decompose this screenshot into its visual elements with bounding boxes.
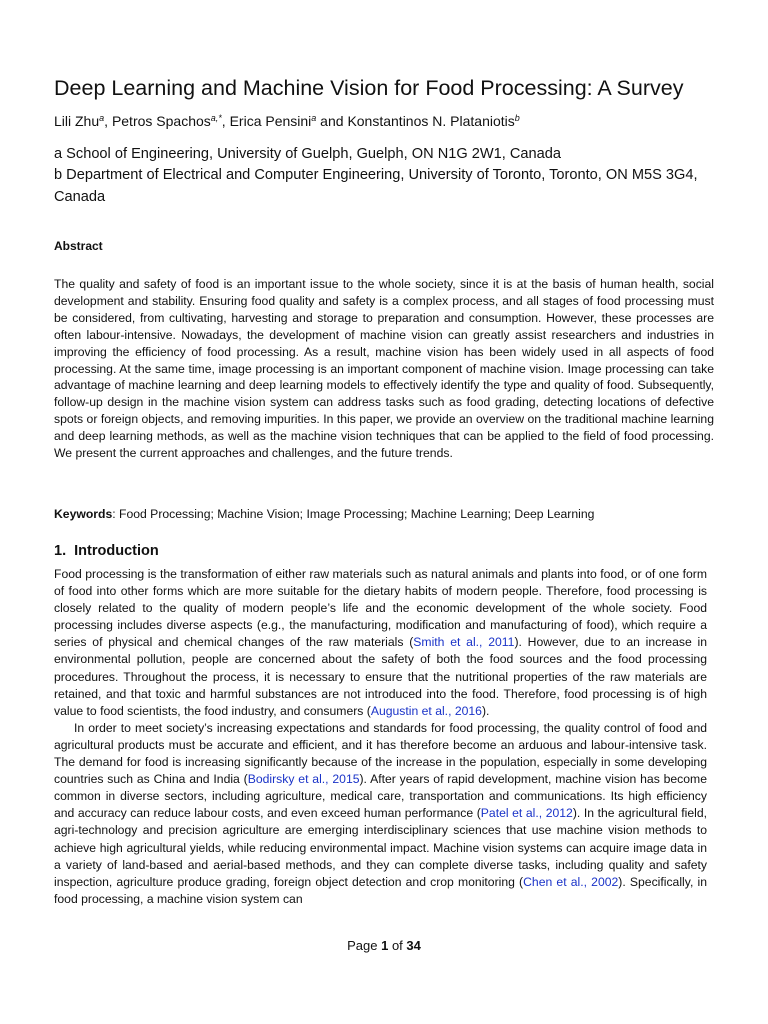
citation-link[interactable]: Augustin et al., 2016: [370, 703, 482, 718]
citation-link[interactable]: Smith et al., 2011: [413, 635, 515, 650]
paper-title: Deep Learning and Machine Vision for Food Processing: A Survey: [54, 76, 684, 100]
author-affiliation-mark: b: [514, 113, 520, 123]
author-affiliation-mark: a: [99, 113, 105, 123]
current-page-number: 1: [381, 938, 389, 953]
citation-link[interactable]: Chen et al., 2002: [523, 874, 619, 889]
author: Petros Spachos$^{a,*}$,: [111, 113, 230, 129]
citation-link[interactable]: Patel et al., 2012: [480, 806, 573, 821]
abstract-heading: Abstract: [54, 239, 103, 253]
keywords-list: : Food Processing; Machine Vision; Image Processing; Machine Learning; Deep Learning: [112, 507, 595, 521]
affiliation-a: a School of Engineering, University of Guelph, Guelph, ON N1G 2W1, Canada: [54, 146, 561, 162]
author-list: [54, 111, 520, 131]
abstract-text: The quality and safety of food is an important issue to the whole society, since it is at the basis of human health, social development and stability. Ensuring food quality and safety is a complex process, and all stages of food processing must be considered, from cultivating, harvesting and storage to preparation and consumption. However, these processes are often labour-intensive. Nowadays, the development of machine vision can greatly assist researchers and industries in improving the efficiency of food processing. As a result, machine vision has been widely used in all aspects of food processing. At the same time, image processing is an important component of machine vision. Image processing can take advantage of machine learning and deep learning models to effectively identify the type and quality of food. Subsequently, follow-up design in the machine vision system can address tasks such as food grading, detecting locations of defective spots or foreign objects, and removing impurities. In this paper, we provide an overview on the traditional machine learning and deep learning methods, as well as the machine vision techniques that can be applied to the field of food processing. We present the current approaches and challenges, and the future trends.: [54, 277, 714, 461]
author: Lili Zhu$^a$,: [54, 113, 112, 129]
page-footer: Page 1 of 34: [347, 938, 421, 953]
section-title: Introduction: [74, 543, 159, 559]
keywords-line: [54, 506, 594, 523]
affiliation-b: b Department of Electrical and Computer Engineering, University of Toronto, Toronto, ON M5S 3G4, Canada: [54, 167, 698, 205]
author: Erica Pensini$^a$ and: [229, 113, 348, 129]
author: Konstantinos N. Plataniotis$^b$: [347, 113, 520, 129]
keywords-label: Keywords: [54, 507, 113, 521]
section-heading: [54, 543, 159, 559]
introduction-body: [54, 566, 707, 908]
citation-link[interactable]: Bodirsky et al., 2015: [247, 772, 360, 787]
author-affiliation-mark: a: [311, 113, 317, 123]
paragraph: In order to meet society’s increasing expectations and standards for food processing, the quality control of food and agricultural products must be accurate and efficient, and it has therefore become an arduous and labour-intensive task. The demand for food is increasing significantly because of the increase in the population, especially in some developing countries such as China and India (Bodirsky et al., 2015). After years of rapid development, machine vision has become common in diverse sectors, including agriculture, medical care, transportation and communications. Its high efficiency and accuracy can reduce labour costs, and even exceed human performance (Patel et al., 2012). In the agricultural field, agri-technology and precision agriculture are emerging interdisciplinary sciences that use machine vision methods to achieve high agricultural yields, while reducing environmental impact. Machine vision systems can acquire image data in a variety of land-based and aerial-based methods, and they can complete diverse tasks, including quality and safety inspection, agriculture produce grading, foreign object detection and crop monitoring (Chen et al., 2002). Specifically, in food processing, a machine vision system can: [54, 720, 708, 906]
author-affiliation-mark: a,*: [210, 113, 222, 123]
section-number: 1.: [54, 543, 67, 559]
paragraph: Food processing is the transformation of either raw materials such as natural animals and plants into food, or of one form of food into other forms which are more suitable for the dietary habits of modern people. Therefore, food processing is closely related to the quality of modern people’s life and the economic development of the whole society. Food processing includes diverse aspects (e.g., the manufacturing, modification and manufacturing of food), which require a series of physical and chemical changes of the raw materials (Smith et al., 2011). However, due to an increase in environmental pollution, people are concerned about the safety of both the food sources and the food processing procedures. Throughout the process, it is necessary to ensure that the nutritional properties of the raw materials are retained, and that toxic and harmful substances are not introduced into the food. Therefore, food processing is of high value to food scientists, the food industry, and consumers (Augustin et al., 2016).: [54, 567, 707, 718]
total-page-count: 34: [406, 938, 421, 953]
